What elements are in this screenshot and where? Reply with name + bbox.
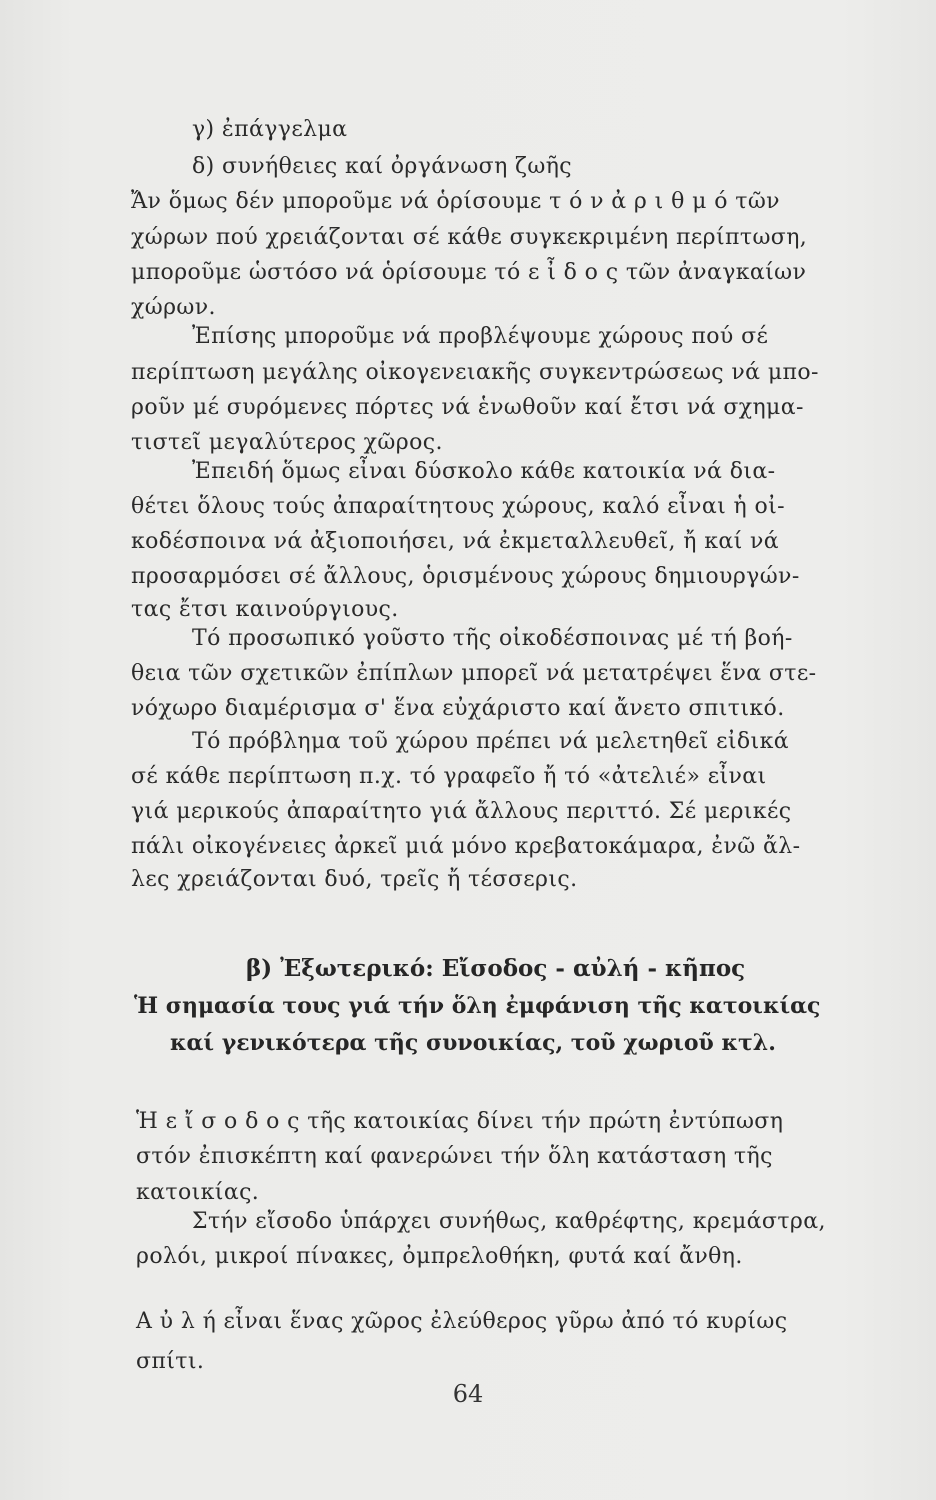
text-line: προσαρμόσει σέ ἄλλους, ὁρισμένους χώρους δημιουργών- (131, 564, 800, 589)
text-line: χώρων. (131, 295, 216, 320)
text-line: γ) ἐπάγγελμα (192, 117, 348, 142)
text-line: Ἄν ὅμως δέν μποροῦμε νά ὁρίσουμε τ ό ν ἀ ρ ι θ μ ό τῶν (131, 189, 780, 214)
text-line: σέ κάθε περίπτωση π.χ. τό γραφεῖο ἤ τό «ἀτελιέ» εἶναι (131, 764, 767, 789)
text-line: τας ἔτσι καινούργιους. (131, 597, 399, 622)
text-line: Στήν εἴσοδο ὑπάρχει συνήθως, καθρέφτης, κρεμάστρα, (192, 1209, 826, 1234)
text-line: νόχωρο διαμέρισμα σ' ἕνα εὐχάριστο καί ἄνετο σπιτικό. (131, 696, 785, 721)
section-heading-line-1: β) Ἐξωτερικό: Εἴσοδος - αὐλή - κῆπος (246, 955, 746, 982)
text-line: μποροῦμε ὡστόσο νά ὁρίσουμε τό ε ἶ δ ο ς τῶν ἀναγκαίων (131, 260, 807, 285)
text-line: δ) συνήθειες καί ὀργάνωση ζωῆς (192, 154, 573, 179)
text-line: Τό πρόβλημα τοῦ χώρου πρέπει νά μελετηθεῖ εἰδικά (192, 729, 789, 754)
text-line: θέτει ὅλους τούς ἀπαραίτητους χώρους, καλό εἶναι ἡ οἰ- (131, 494, 785, 519)
page-number: 64 (452, 1380, 484, 1408)
text-line: τιστεῖ μεγαλύτερος χῶρος. (131, 430, 443, 455)
text-line: περίπτωση μεγάλης οἰκογενειακῆς συγκεντρώσεως νά μπο- (131, 360, 819, 385)
text-line: Ἡ ε ἴ σ ο δ ο ς τῆς κατοικίας δίνει τήν πρώτη ἐντύπωση (136, 1109, 784, 1134)
text-line: λες χρειάζονται δυό, τρεῖς ἤ τέσσερις. (131, 867, 578, 892)
text-line: πάλι οἰκογένειες ἀρκεῖ μιά μόνο κρεβατοκάμαρα, ἐνῶ ἄλ- (131, 834, 801, 859)
text-line: Τό προσωπικό γοῦστο τῆς οἰκοδέσποινας μέ τή βοή- (192, 626, 793, 651)
text-line: κοδέσποινα νά ἀξιοποιήσει, νά ἐκμεταλλευθεῖ, ἤ καί νά (131, 529, 780, 554)
text-line: Ἐπειδή ὅμως εἶναι δύσκολο κάθε κατοικία νά δια- (192, 459, 776, 484)
text-line: στόν ἐπισκέπτη καί φανερώνει τήν ὅλη κατάσταση τῆς (136, 1144, 773, 1169)
text-line: χώρων πού χρειάζονται σέ κάθε συγκεκριμένη περίπτωση, (131, 225, 808, 250)
text-line: ροῦν μέ συρόμενες πόρτες νά ἑνωθοῦν καί ἔτσι νά σχημα- (131, 395, 804, 420)
text-line: Α ὐ λ ή εἶναι ἕνας χῶρος ἐλεύθερος γῦρω ἀπό τό κυρίως (136, 1309, 788, 1334)
text-line: ρολόι, μικροί πίνακες, ὀμπρελοθήκη, φυτά καί ἄνθη. (136, 1244, 743, 1269)
text-line: κατοικίας. (136, 1180, 260, 1205)
text-line: θεια τῶν σχετικῶν ἐπίπλων μπορεῖ νά μετατρέψει ἕνα στε- (131, 661, 817, 686)
text-line: Ἐπίσης μποροῦμε νά προβλέψουμε χώρους πού σέ (192, 324, 769, 349)
text-line: γιά μερικούς ἀπαραίτητο γιά ἄλλους περιττό. Σέ μερικές (131, 799, 792, 824)
section-heading-line-2: Ἡ σημασία τους γιά τήν ὅλη ἐμφάνιση τῆς κατοικίας (134, 993, 821, 1019)
text-line: σπίτι. (136, 1349, 205, 1374)
section-heading-line-3: καί γενικότερα τῆς συνοικίας, τοῦ χωριοῦ κτλ. (170, 1030, 776, 1056)
